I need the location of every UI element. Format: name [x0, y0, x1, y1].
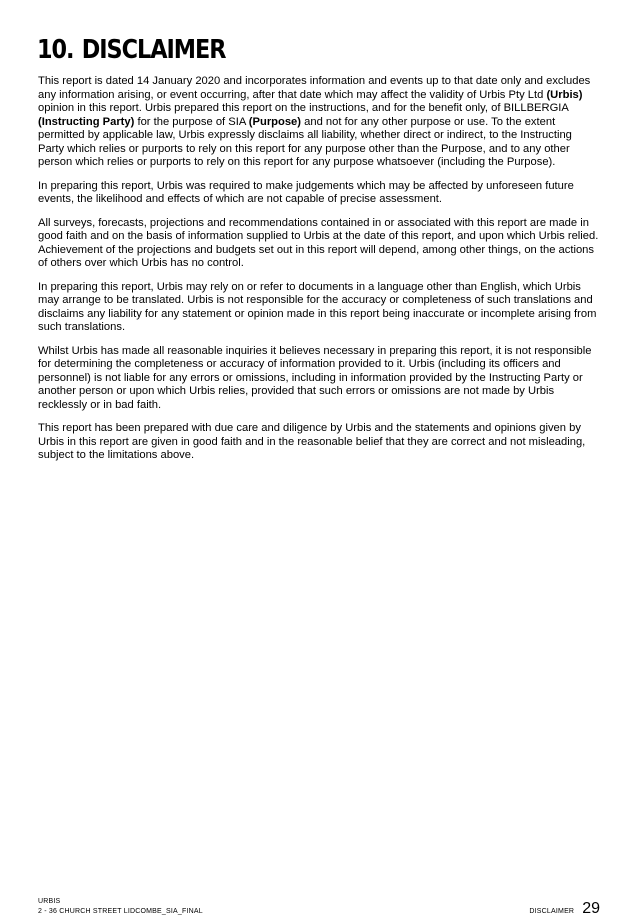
- term-purpose: (Purpose): [248, 115, 302, 128]
- footer-company: URBIS: [38, 898, 61, 905]
- paragraph-6: This report has been prepared with due care and diligence by Urbis and the statements and opinions given by Urbis in this report are given in good faith and in the reasonable belief that they are correct and not misleading, subject to the limitations above.: [38, 422, 586, 461]
- paragraph-1-text-d: and not for any other purpose or use. To the extent permitted by applicable law, Urbis expressly disclaims all liability, whether direct or indirect, to the Instructing Party which relies or purports to rely on this report for any purpose other than the Purpose, and to any other person which relies or purports to rely on this report for any purpose whatsoever (including the Purpose).: [38, 115, 572, 168]
- term-instructing-party: (Instructing Party): [38, 115, 135, 128]
- footer-section-name: DISCLAIMER: [529, 908, 575, 915]
- paragraph-3: All surveys, forecasts, projections and recommendations contained in or associated with this report are made in good faith and on the basis of information supplied to Urbis at the date of this report, and upon which Urbis relied. Achievement of the projections and budgets set out in this report will depend, among other things, on the actions of others over which Urbis has no control.: [38, 216, 599, 269]
- section-number: 10.: [37, 35, 74, 65]
- paragraph-1: [38, 75, 600, 170]
- section-heading: [37, 33, 225, 67]
- page-number: 29: [582, 900, 600, 917]
- term-urbis: (Urbis): [546, 88, 583, 101]
- section-title: DISCLAIMER: [81, 35, 226, 65]
- paragraph-1-text-b: opinion in this report. Urbis prepared this report on the instructions, and for the benefit only, of BILLBERGIA: [38, 102, 569, 114]
- paragraph-4: In preparing this report, Urbis may rely on or refer to documents in a language other than English, which Urbis may arrange to be translated. Urbis is not responsible for the accuracy or completeness of such translations and disclaims any liability for any statement or opinion made in this report being inaccurate or incomplete arising from such translations.: [38, 280, 597, 333]
- footer-left: [38, 897, 203, 917]
- paragraph-2: In preparing this report, Urbis was required to make judgements which may be affected by unforeseen future events, the likelihood and effects of which are not capable of precise assessment.: [38, 179, 574, 205]
- paragraph-5: Whilst Urbis has made all reasonable inquiries it believes necessary in preparing this report, it is not responsible for determining the completeness or accuracy of information provided to it. Urbis (including its officers and personnel) is not liable for any errors or omissions, including in information provided by the Instructing Party or another person or upon which Urbis relies, provided that such errors or omissions are not made by Urbis recklessly or in bad faith.: [38, 344, 592, 411]
- disclaimer-body: [38, 75, 600, 473]
- paragraph-1-text-a: This report is dated 14 January 2020 and incorporates information and events up to that date only and excludes any information arising, or event occurring, after that date which may affect the validity of Urbis Pty Ltd: [38, 75, 591, 101]
- footer-document-name: 2 - 36 CHURCH STREET LIDCOMBE_SIA_FINAL: [38, 908, 203, 915]
- paragraph-1-text-c: for the purpose of SIA: [134, 115, 249, 128]
- footer-right: [529, 900, 600, 918]
